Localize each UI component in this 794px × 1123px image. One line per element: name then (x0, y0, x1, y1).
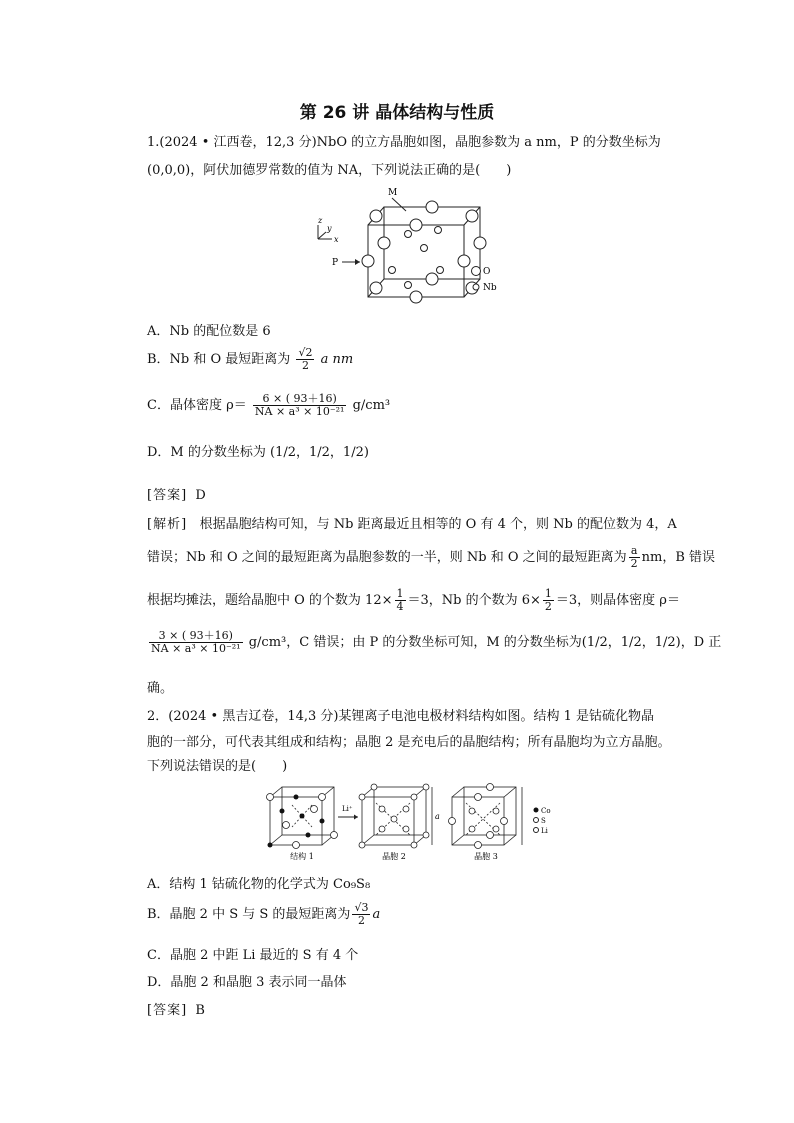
q1-analysis-line4: $\frac{3 \times ( 93+16)}{\text{NA × a³ × 10⁻²¹}}$ g/cm³，C 错误；由 P 的分数坐标可知，M 的分数坐标为(1/2，1/2，1/2)，D 正 (151, 629, 722, 655)
q1-nbo-cell-figure (310, 185, 510, 310)
q1-analysis-line2: 错误；Nb 和 O 之间的最短距离为晶胞参数的一半，则 Nb 和 O 之间的最短距离为 $\frac{a}{2}$ nm，B 错误 (147, 544, 716, 570)
q1-analysis-text1: 根据晶胞结构可知，与 Nb 距离最近且相等的 O 有 4 个，则 Nb 的配位数为 4，A (199, 517, 677, 532)
q1-optb-text: B．Nb 和 O 最短距离为 (147, 352, 291, 367)
q1-optd-coord: (1/2，1/2，1/2) (270, 445, 369, 460)
q1-analysis-line5: 确。 (147, 681, 174, 696)
q1-fig-axis-x: x (334, 235, 339, 244)
q2-stem-line2: 胞的一部分，可代表其组成和结构；晶胞 2 是充电后的晶胞结构；所有晶胞均为立方晶胞。 (147, 735, 671, 750)
q1-option-d (147, 441, 369, 460)
q1-optc-text: C．晶体密度 ρ＝ (147, 398, 247, 413)
q1-fig-axis-y: y (327, 224, 332, 233)
q1-answer (147, 484, 206, 503)
q1-optb-fraction: $\frac{√2}{2}$ (298, 346, 313, 372)
q2-fig-a-label: a (435, 812, 440, 821)
q2-legend-li: Li (541, 827, 548, 835)
q1-option-a: A．Nb 的配位数是 6 (147, 324, 271, 339)
q2-option-c: C．晶胞 2 中距 Li 最近的 S 有 4 个 (147, 948, 359, 963)
q1-optc-fraction: $\frac{6 \times ( 93+16)}{\text{NA × a³ × 10⁻²¹}}$ (254, 392, 345, 418)
q2-fig-caption-2: 晶胞 2 (382, 852, 406, 861)
q1-optd-text: D．M 的分数坐标为 (147, 445, 266, 460)
q1-answer-value: D (195, 488, 206, 503)
q2-answer-tag: [答案] (147, 1003, 188, 1018)
q1-analysis-line1 (147, 513, 677, 532)
q1-fig-axis-z: z (318, 216, 323, 225)
q1-stem-line1: 1.(2024 • 江西卷，12,3 分)NbO 的立方晶胞如图，晶胞参数为 a nm，P 的分数坐标为 (147, 135, 661, 150)
q1-analysis-tag: [解析] (147, 517, 188, 532)
q1-legend-nb: Nb (483, 283, 497, 293)
q2-option-d: D．晶胞 2 和晶胞 3 表示同一晶体 (147, 975, 347, 990)
page-title: 第 26 讲 晶体结构与性质 (299, 103, 495, 123)
q1-legend-o: O (483, 267, 491, 277)
q2-option-b: B．晶胞 2 中 S 与 S 的最短距离为 $\frac{√3}{2}$ a (147, 901, 381, 927)
q2-fig-caption-3: 晶胞 3 (474, 852, 498, 861)
q1-stem-line2: (0,0,0)，阿伏加德罗常数的值为 NA，下列说法正确的是( ) (147, 163, 512, 178)
q2-option-a: A．结构 1 钴硫化物的化学式为 Co₉S₈ (147, 877, 371, 892)
q2-fig-caption-1: 结构 1 (290, 852, 314, 861)
q2-stem-line1: 2．(2024 • 黑吉辽卷，14,3 分)某锂离子电池电极材料结构如图。结构 1 是钴硫化物晶 (147, 709, 655, 724)
q2-cells-figure (262, 783, 562, 863)
q2-legend-s: S (541, 817, 546, 825)
q1-answer-tag: [答案] (147, 488, 188, 503)
q1-optb-unit: a nm (320, 352, 354, 367)
q1-analysis-line3: 根据均摊法，题给晶胞中 O 的个数为 12× $\frac{1}{4}$ ＝3，Nb 的个数为 6× $\frac{1}{2}$ ＝3，则晶体密度 ρ＝ (147, 587, 680, 613)
q2-legend-co: Co (541, 807, 551, 815)
q1-option-c (147, 393, 390, 418)
q1-optc-unit: g/cm³ (352, 398, 391, 413)
q1-option-b (147, 347, 353, 372)
q2-answer (147, 999, 205, 1018)
q2-answer-value: B (195, 1003, 205, 1018)
q2-fig-arrow-label: Li⁺ (342, 805, 353, 813)
q2-stem-line3: 下列说法错误的是( ) (147, 759, 288, 774)
q1-fig-label-m: M (388, 188, 398, 198)
q1-fig-label-p: P (332, 258, 339, 268)
